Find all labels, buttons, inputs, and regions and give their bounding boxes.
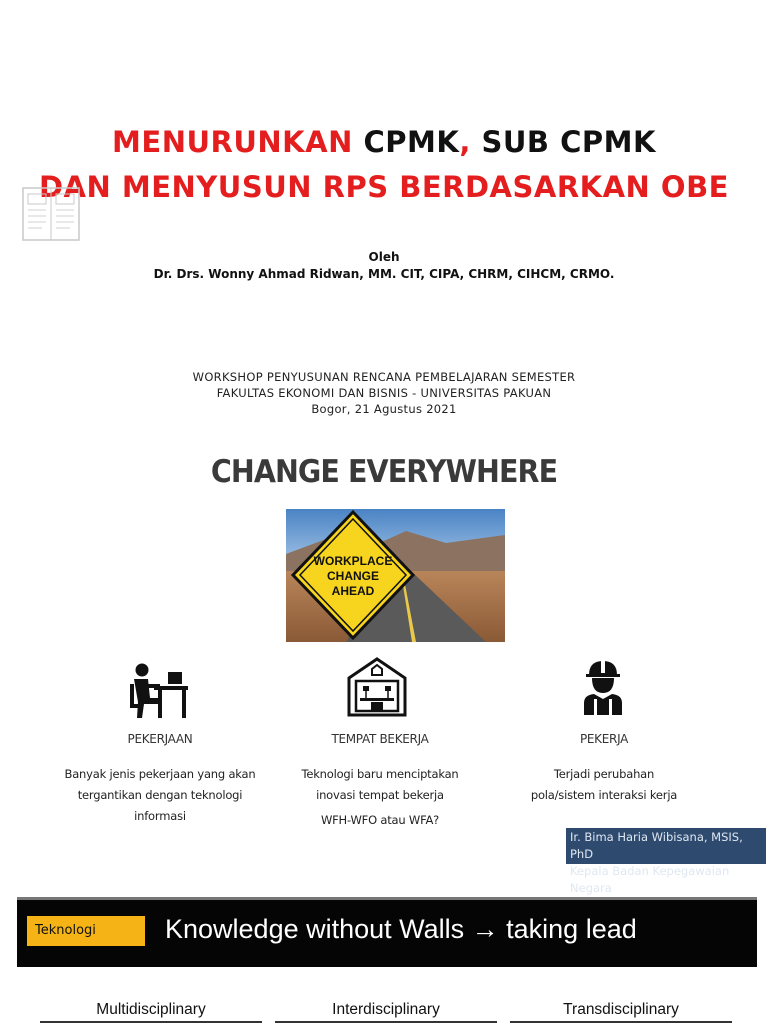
desc-line: Teknologi baru menciptakan xyxy=(301,767,459,781)
column-desc-pekerjaan xyxy=(60,764,260,827)
workshop-date: Bogor, 21 Agustus 2021 xyxy=(311,402,457,416)
sign-text-workplace: WORKPLACE xyxy=(313,554,393,568)
column-desc-pekerja xyxy=(504,764,704,806)
discipline-interdisciplinary: Interdisciplinary xyxy=(332,1001,440,1018)
desc-line: Terjadi perubahan xyxy=(553,767,655,781)
desc-line: informasi xyxy=(134,809,186,823)
title-comma: , xyxy=(459,125,471,159)
credit-position: Kepala Badan Kepegawaian Negara xyxy=(570,864,730,895)
building-icon xyxy=(345,656,409,718)
hardhat-worker-icon xyxy=(582,659,624,717)
teknologi-badge: Teknologi xyxy=(27,916,145,946)
column-label-pekerjaan: PEKERJAAN xyxy=(127,732,193,746)
worker-desk-icon xyxy=(128,662,190,720)
change-everywhere-title: CHANGE EVERYWHERE xyxy=(210,454,558,490)
workshop-faculty: FAKULTAS EKONOMI DAN BISNIS - UNIVERSITAS PAKUAN xyxy=(216,386,552,400)
desc-line: Banyak jenis pekerjaan yang akan xyxy=(64,767,256,781)
workshop-title: WORKSHOP PENYUSUNAN RENCANA PEMBELAJARAN SEMESTER xyxy=(192,370,576,384)
author-label: Oleh xyxy=(368,250,400,264)
title-cpmk: CPMK xyxy=(352,125,460,159)
discipline-divider xyxy=(40,1021,262,1023)
column-label-pekerja: PEKERJA xyxy=(579,732,629,746)
banner-text: Knowledge without Walls → taking lead xyxy=(165,914,637,944)
discipline-divider xyxy=(510,1021,732,1023)
desc-line: pola/sistem interaksi kerja xyxy=(530,788,678,802)
title-sub-cpmk: SUB CPMK xyxy=(470,125,656,159)
column-desc-tempat-bekerja xyxy=(280,764,480,831)
sign-text-change: CHANGE xyxy=(326,569,380,583)
title-line-1 xyxy=(0,125,768,159)
document-icon xyxy=(22,186,80,242)
credit-name: Ir. Bima Haria Wibisana, MSIS, PhD xyxy=(570,830,743,861)
title-line-2: DAN MENYUSUN RPS BERDASARKAN OBE xyxy=(38,170,729,204)
discipline-transdisciplinary: Transdisciplinary xyxy=(563,1001,679,1018)
discipline-multidisciplinary: Multidisciplinary xyxy=(96,1001,206,1018)
speaker-credit-box xyxy=(566,828,766,895)
title-menurunkan: MENURUNKAN xyxy=(112,125,353,159)
desc-line: inovasi tempat bekerja xyxy=(316,788,444,802)
author-name: Dr. Drs. Wonny Ahmad Ridwan, MM. CIT, CIPA, CHRM, CIHCM, CRMO. xyxy=(153,267,615,281)
discipline-divider xyxy=(275,1021,497,1023)
desc-line: WFH-WFO atau WFA? xyxy=(320,813,440,827)
sign-text-ahead: AHEAD xyxy=(331,584,375,598)
desc-line: tergantikan dengan teknologi xyxy=(77,788,243,802)
column-label-tempat-bekerja: TEMPAT BEKERJA xyxy=(331,732,429,746)
workplace-change-sign-image xyxy=(286,509,505,642)
